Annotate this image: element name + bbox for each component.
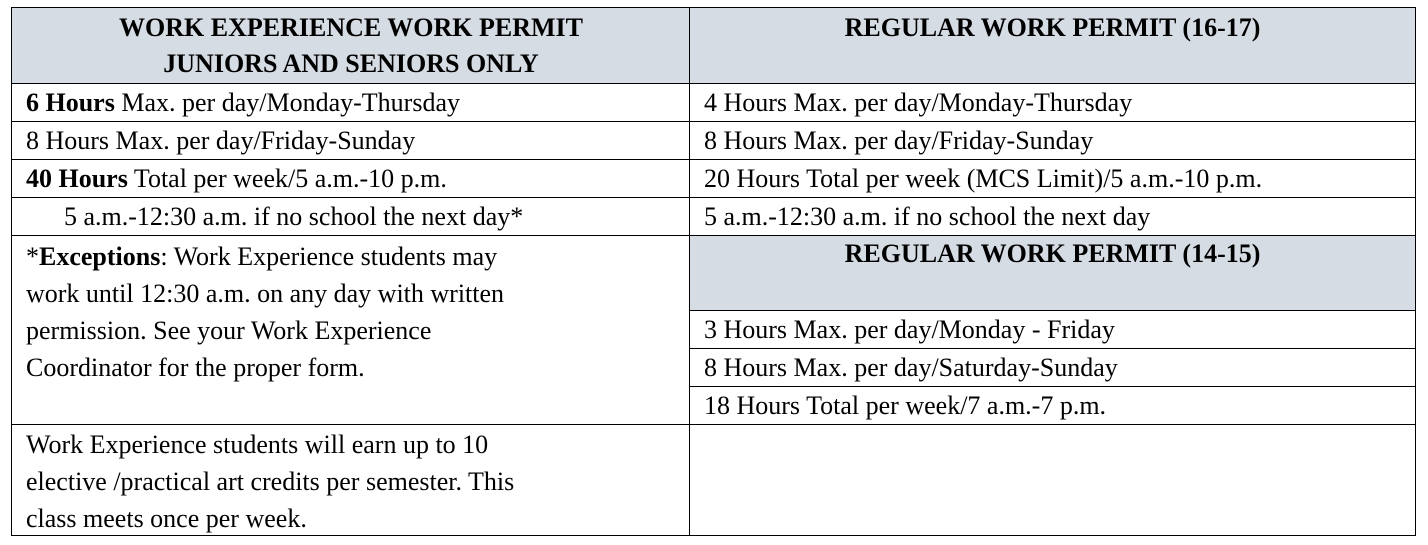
right-row-line-2 [689,159,1416,160]
header-regular-16-17-label: REGULAR WORK PERMIT (16-17) [844,13,1261,42]
border-right [1415,7,1416,536]
regular-16-17-row-3 [690,160,1415,198]
regular-14-15-row-1-text: 3 Hours Max. per day/Monday - Friday [704,315,1115,344]
left-row-line-4 [11,235,690,236]
column-divider [689,7,690,536]
regular-16-17-row-1-text: 4 Hours Max. per day/Monday-Thursday [704,88,1133,117]
right-row-line-7 [689,386,1416,387]
left-row-3 [12,160,690,198]
header-regular-16-17 [690,8,1415,83]
regular-16-17-row-3-text: 20 Hours Total per week (MCS Limit)/5 a.m.-10 p.m. [704,164,1263,193]
regular-16-17-row-4 [690,198,1415,236]
regular-14-15-row-2-text: 8 Hours Max. per day/Saturday-Sunday [704,353,1118,382]
right-row-line-4 [689,235,1416,236]
exceptions-line-4: Coordinator for the proper form. [26,353,365,382]
regular-16-17-row-1 [690,84,1415,122]
credits-line-2: elective /practical art credits per semester. This [26,467,515,496]
exceptions-line-3: permission. See your Work Experience [26,316,432,345]
left-row-1-text: Max. per day/Monday-Thursday [114,88,460,117]
header-regular-14-15-label: REGULAR WORK PERMIT (14-15) [844,239,1261,268]
right-row-line-5 [689,310,1416,311]
left-row-line-3 [11,197,690,198]
border-top [11,7,1416,8]
border-left [11,7,12,536]
left-row-3-text: Total per week/5 a.m.-10 p.m. [127,164,447,193]
right-row-line-3 [689,197,1416,198]
left-row-3-bold: 40 Hours [26,164,128,193]
left-row-1-bold: 6 Hours [26,88,115,117]
left-row-line-5 [11,424,690,425]
regular-14-15-row-1 [690,311,1415,349]
left-row-2-text: 8 Hours Max. per day/Friday-Sunday [26,126,416,155]
left-row-line-2 [11,159,690,160]
credits-line-1: Work Experience students will earn up to 10 [26,430,489,459]
exceptions-line-2: work until 12:30 a.m. on any day with written [26,279,505,308]
credits-line-3: class meets once per week. [26,504,307,533]
header-work-experience [12,8,690,83]
right-row-line-1 [689,121,1416,122]
exceptions-label: Exceptions [39,242,161,271]
border-bottom [11,535,1416,536]
credits-note [26,426,514,537]
exceptions-line-1 [26,238,504,275]
left-row-4-text: 5 a.m.-12:30 a.m. if no school the next day* [64,202,524,231]
left-row-4 [12,198,690,236]
header-regular-14-15 [690,236,1415,311]
regular-16-17-row-2 [690,122,1415,160]
left-row-line-1 [11,121,690,122]
header-work-experience-line1: WORK EXPERIENCE WORK PERMIT [119,13,583,42]
regular-14-15-row-2 [690,349,1415,387]
regular-16-17-row-4-text: 5 a.m.-12:30 a.m. if no school the next day [704,202,1151,231]
left-row-1 [12,84,690,122]
exceptions-line-1-text: : Work Experience students may [160,242,498,271]
regular-16-17-row-2-text: 8 Hours Max. per day/Friday-Sunday [704,126,1094,155]
right-row-line-8 [689,424,1416,425]
header-divider [11,83,1416,84]
header-work-experience-line2: JUNIORS AND SENIORS ONLY [163,49,539,78]
right-row-line-6 [689,348,1416,349]
left-row-2 [12,122,690,160]
exceptions-note [26,238,504,386]
exceptions-star: * [26,242,39,271]
regular-14-15-row-3 [690,387,1415,425]
regular-14-15-row-3-text: 18 Hours Total per week/7 a.m.-7 p.m. [704,391,1107,420]
